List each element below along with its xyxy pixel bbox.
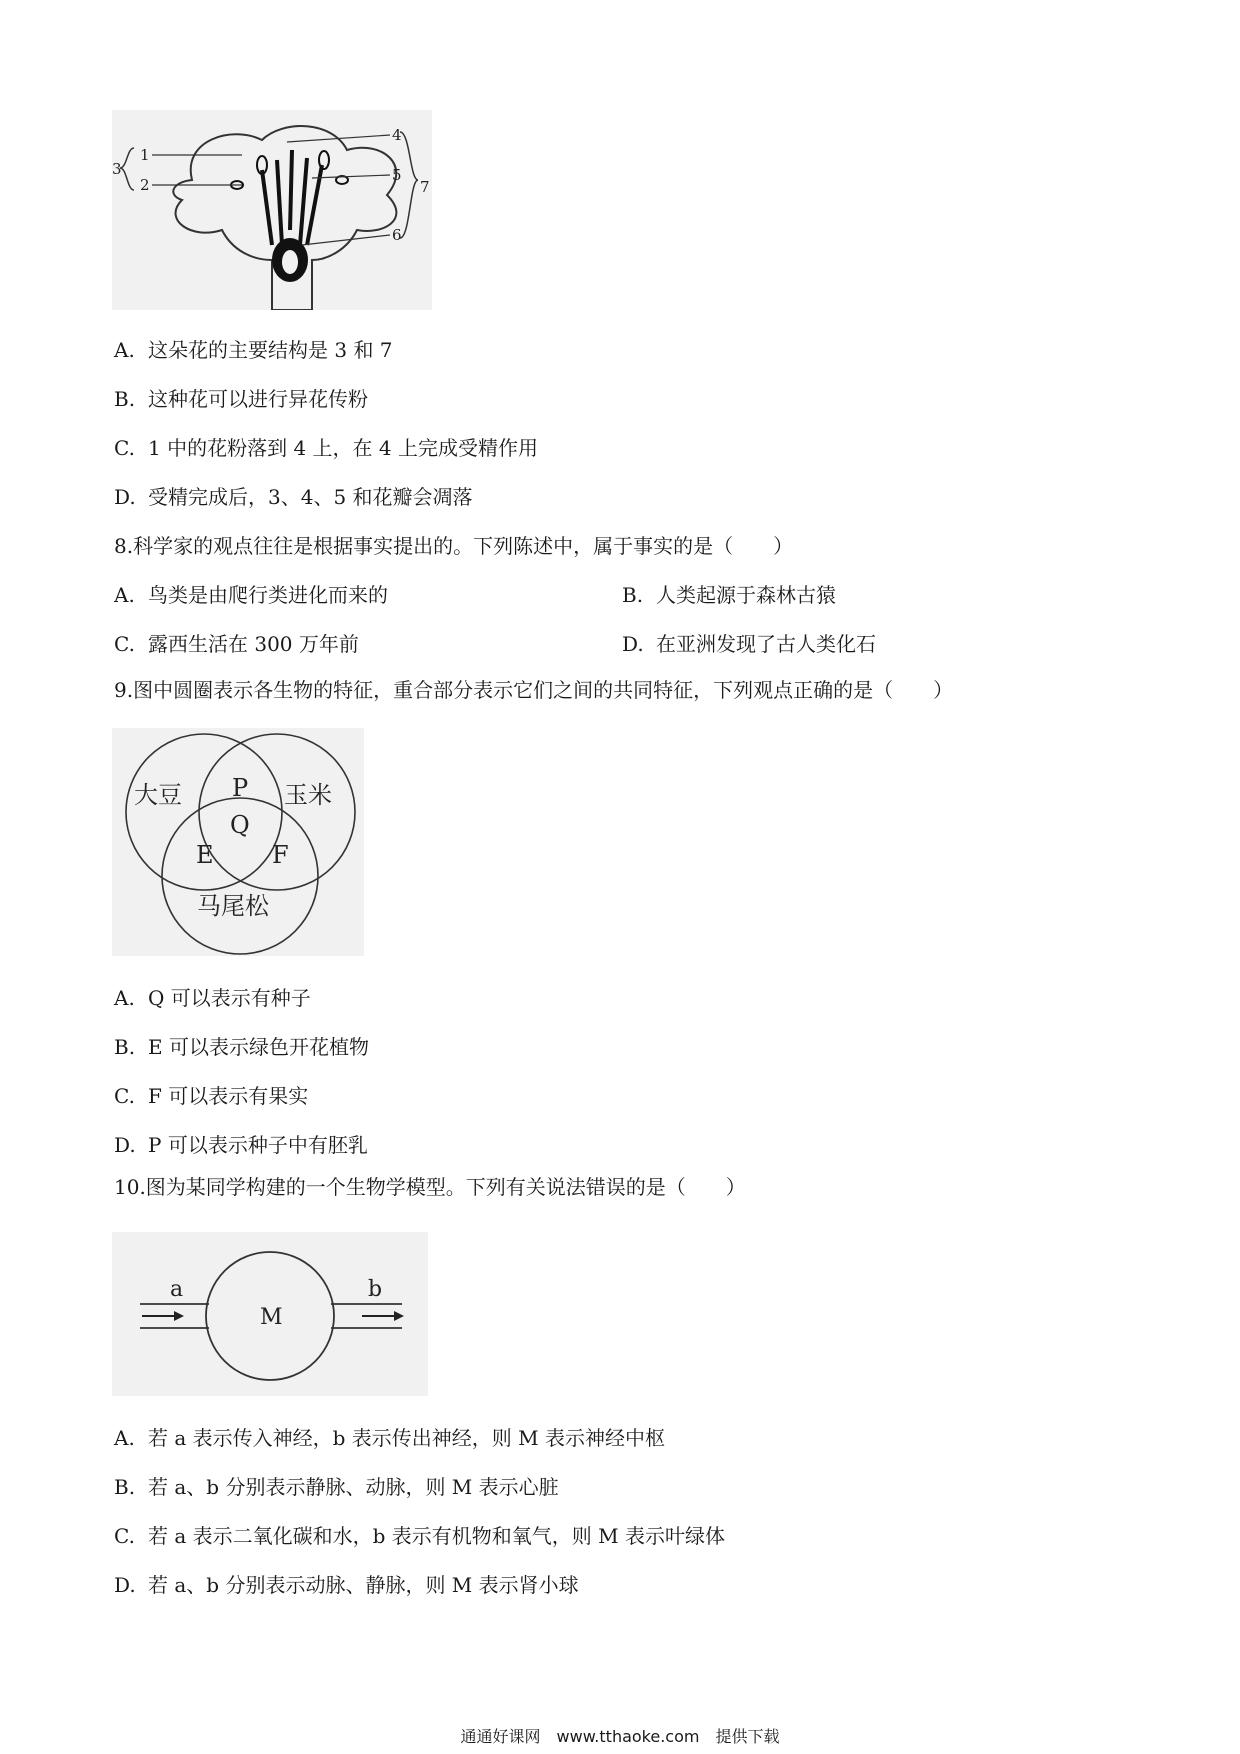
venn-svg bbox=[112, 728, 364, 956]
venn-diagram bbox=[112, 728, 364, 956]
q10-option-a: A. 若 a 表示传入神经，b 表示传出神经，则 M 表示神经中枢 bbox=[114, 1426, 665, 1450]
arrow-b-icon bbox=[394, 1311, 404, 1321]
venn-label-corn: 玉米 bbox=[284, 781, 332, 809]
q9-option-c: C. F 可以表示有果实 bbox=[114, 1084, 309, 1108]
venn-label-pine: 马尾松 bbox=[197, 892, 269, 920]
q7-option-a: A. 这朵花的主要结构是 3 和 7 bbox=[114, 338, 393, 362]
venn-label-q: Q bbox=[230, 811, 250, 839]
q9-option-b: B. E 可以表示绿色开花植物 bbox=[114, 1035, 369, 1059]
model-label-m: M bbox=[260, 1305, 283, 1330]
model-label-b: b bbox=[368, 1277, 383, 1302]
arrow-a-icon bbox=[174, 1311, 184, 1321]
q8-option-c: C. 露西生活在 300 万年前 bbox=[114, 632, 359, 656]
label-4: 4 bbox=[392, 126, 402, 144]
label-5: 5 bbox=[392, 166, 402, 184]
q9-option-a: A. Q 可以表示有种子 bbox=[114, 986, 311, 1010]
label-2: 2 bbox=[140, 176, 150, 194]
venn-label-f: F bbox=[272, 841, 289, 869]
q7-option-d: D. 受精完成后，3、4、5 和花瓣会凋落 bbox=[114, 485, 473, 509]
q8-option-a: A. 鸟类是由爬行类进化而来的 bbox=[114, 583, 388, 607]
q7-option-c: C. 1 中的花粉落到 4 上，在 4 上完成受精作用 bbox=[114, 436, 538, 460]
q10-option-c: C. 若 a 表示二氧化碳和水，b 表示有机物和氧气，则 M 表示叶绿体 bbox=[114, 1524, 725, 1548]
label-7: 7 bbox=[420, 178, 430, 196]
label-3: 3 bbox=[112, 160, 122, 178]
q9-option-d: D. P 可以表示种子中有胚乳 bbox=[114, 1133, 368, 1157]
flower-diagram bbox=[112, 110, 432, 310]
venn-label-e: E bbox=[196, 841, 214, 869]
model-diagram bbox=[112, 1232, 428, 1396]
q10-option-d: D. 若 a、b 分别表示动脉、静脉，则 M 表示肾小球 bbox=[114, 1573, 579, 1597]
label-6: 6 bbox=[392, 226, 402, 244]
flower-svg bbox=[112, 110, 432, 310]
model-label-a: a bbox=[170, 1277, 184, 1302]
model-svg bbox=[112, 1232, 428, 1396]
q7-option-b: B. 这种花可以进行异花传粉 bbox=[114, 387, 368, 411]
footer-source: 通通好课网 www.tthaoke.com 提供下载 bbox=[460, 1727, 780, 1746]
venn-label-p: P bbox=[232, 774, 249, 802]
label-1: 1 bbox=[140, 146, 150, 164]
q8-option-b: B. 人类起源于森林古猿 bbox=[622, 583, 836, 607]
q9-stem: 9.图中圆圈表示各生物的特征，重合部分表示它们之间的共同特征，下列观点正确的是（ ） bbox=[114, 678, 954, 702]
q10-stem: 10.图为某同学构建的一个生物学模型。下列有关说法错误的是（ ） bbox=[114, 1175, 746, 1199]
q10-option-b: B. 若 a、b 分别表示静脉、动脉，则 M 表示心脏 bbox=[114, 1475, 559, 1499]
venn-label-soybean: 大豆 bbox=[134, 781, 182, 809]
q8-option-d: D. 在亚洲发现了古人类化石 bbox=[622, 632, 876, 656]
q8-stem: 8.科学家的观点往往是根据事实提出的。下列陈述中，属于事实的是（ ） bbox=[114, 534, 794, 558]
